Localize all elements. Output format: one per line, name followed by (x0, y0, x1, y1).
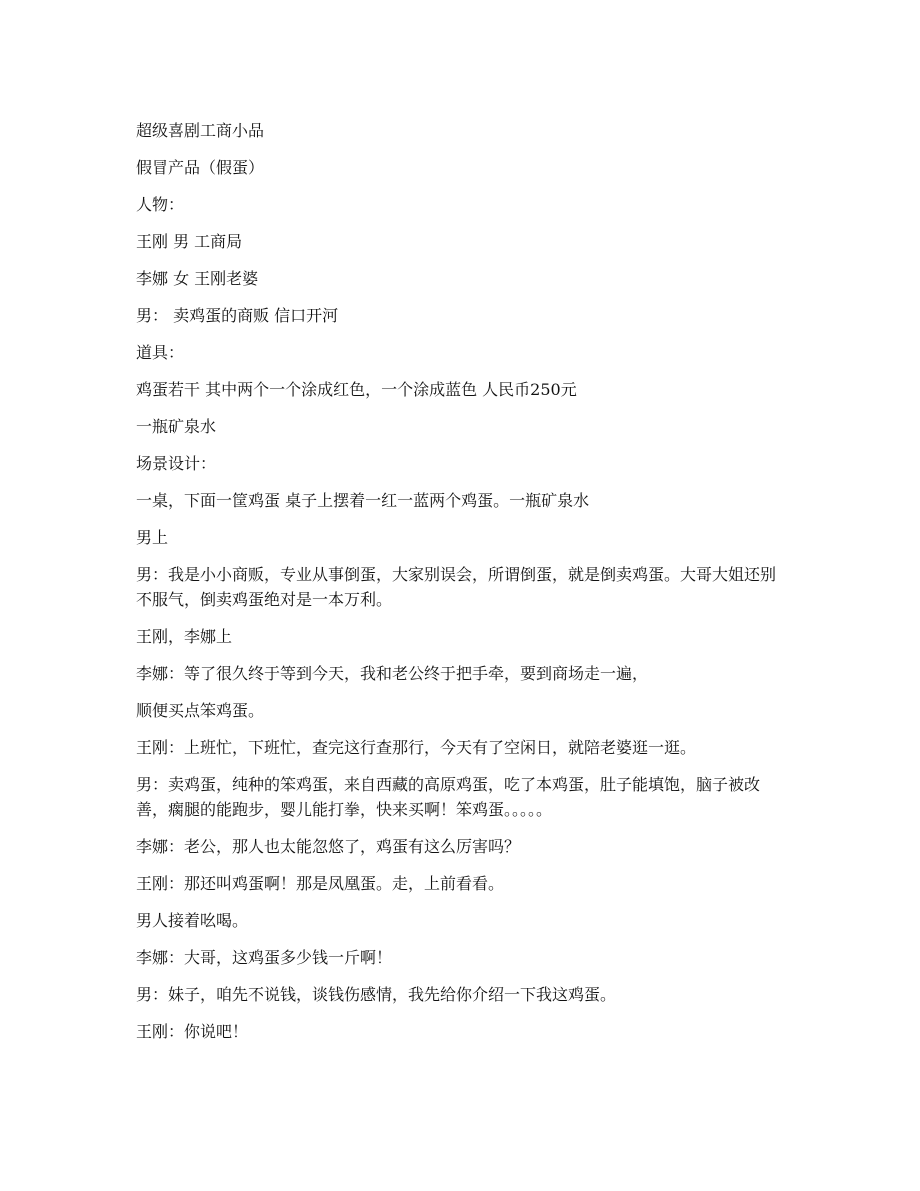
dialogue-line: 顺便买点笨鸡蛋。 (136, 701, 265, 720)
document-body (136, 118, 788, 1056)
dialogue-line: 男：我是小小商贩，专业从事倒蛋，大家别误会，所谓倒蛋，就是倒卖鸡蛋。大哥大姐还别不服气，倒卖鸡蛋绝对是一本万利。 (136, 565, 777, 609)
scene-description: 一桌，下面一筐鸡蛋 桌子上摆着一红一蓝两个鸡蛋。一瓶矿泉水 (136, 491, 590, 510)
scene-heading: 场景设计： (136, 454, 217, 473)
dialogue-line: 李娜：等了很久终于等到今天，我和老公终于把手牵，要到商场走一遍， (136, 664, 649, 683)
characters-heading: 人物： (136, 195, 185, 214)
character-entry: 男： 卖鸡蛋的商贩 信口开河 (136, 306, 339, 325)
dialogue-line: 李娜：老公，那人也太能忽悠了，鸡蛋有这么厉害吗？ (136, 837, 521, 856)
stage-direction: 王刚，李娜上 (136, 627, 233, 646)
dialogue-line: 李娜：大哥，这鸡蛋多少钱一斤啊！ (136, 948, 393, 967)
character-entry: 王刚 男 工商局 (136, 232, 243, 251)
props-entry: 鸡蛋若干 其中两个一个涂成红色，一个涂成蓝色 人民币250元 (136, 380, 577, 399)
stage-direction: 男上 (136, 528, 169, 547)
document-title: 超级喜剧工商小品 (136, 121, 265, 140)
props-heading: 道具： (136, 343, 185, 362)
dialogue-line: 男：卖鸡蛋，纯种的笨鸡蛋，来自西藏的高原鸡蛋，吃了本鸡蛋，肚子能填饱，脑子被改善，瘸腿的能跑步，婴儿能打拳，快来买啊！笨鸡蛋。。。。。 (136, 775, 761, 819)
props-entry: 一瓶矿泉水 (136, 417, 217, 436)
character-entry: 李娜 女 王刚老婆 (136, 269, 259, 288)
dialogue-line: 王刚：上班忙，下班忙，查完这行查那行，今天有了空闲日，就陪老婆逛一逛。 (136, 738, 697, 757)
document-subtitle: 假冒产品（假蛋） (136, 158, 265, 177)
dialogue-line: 男：妹子，咱先不说钱，谈钱伤感情，我先给你介绍一下我这鸡蛋。 (136, 985, 617, 1004)
stage-direction: 男人接着吆喝。 (136, 911, 249, 930)
dialogue-line: 王刚：那还叫鸡蛋啊！那是凤凰蛋。走，上前看看。 (136, 874, 505, 893)
dialogue-line: 王刚：你说吧！ (136, 1022, 249, 1041)
